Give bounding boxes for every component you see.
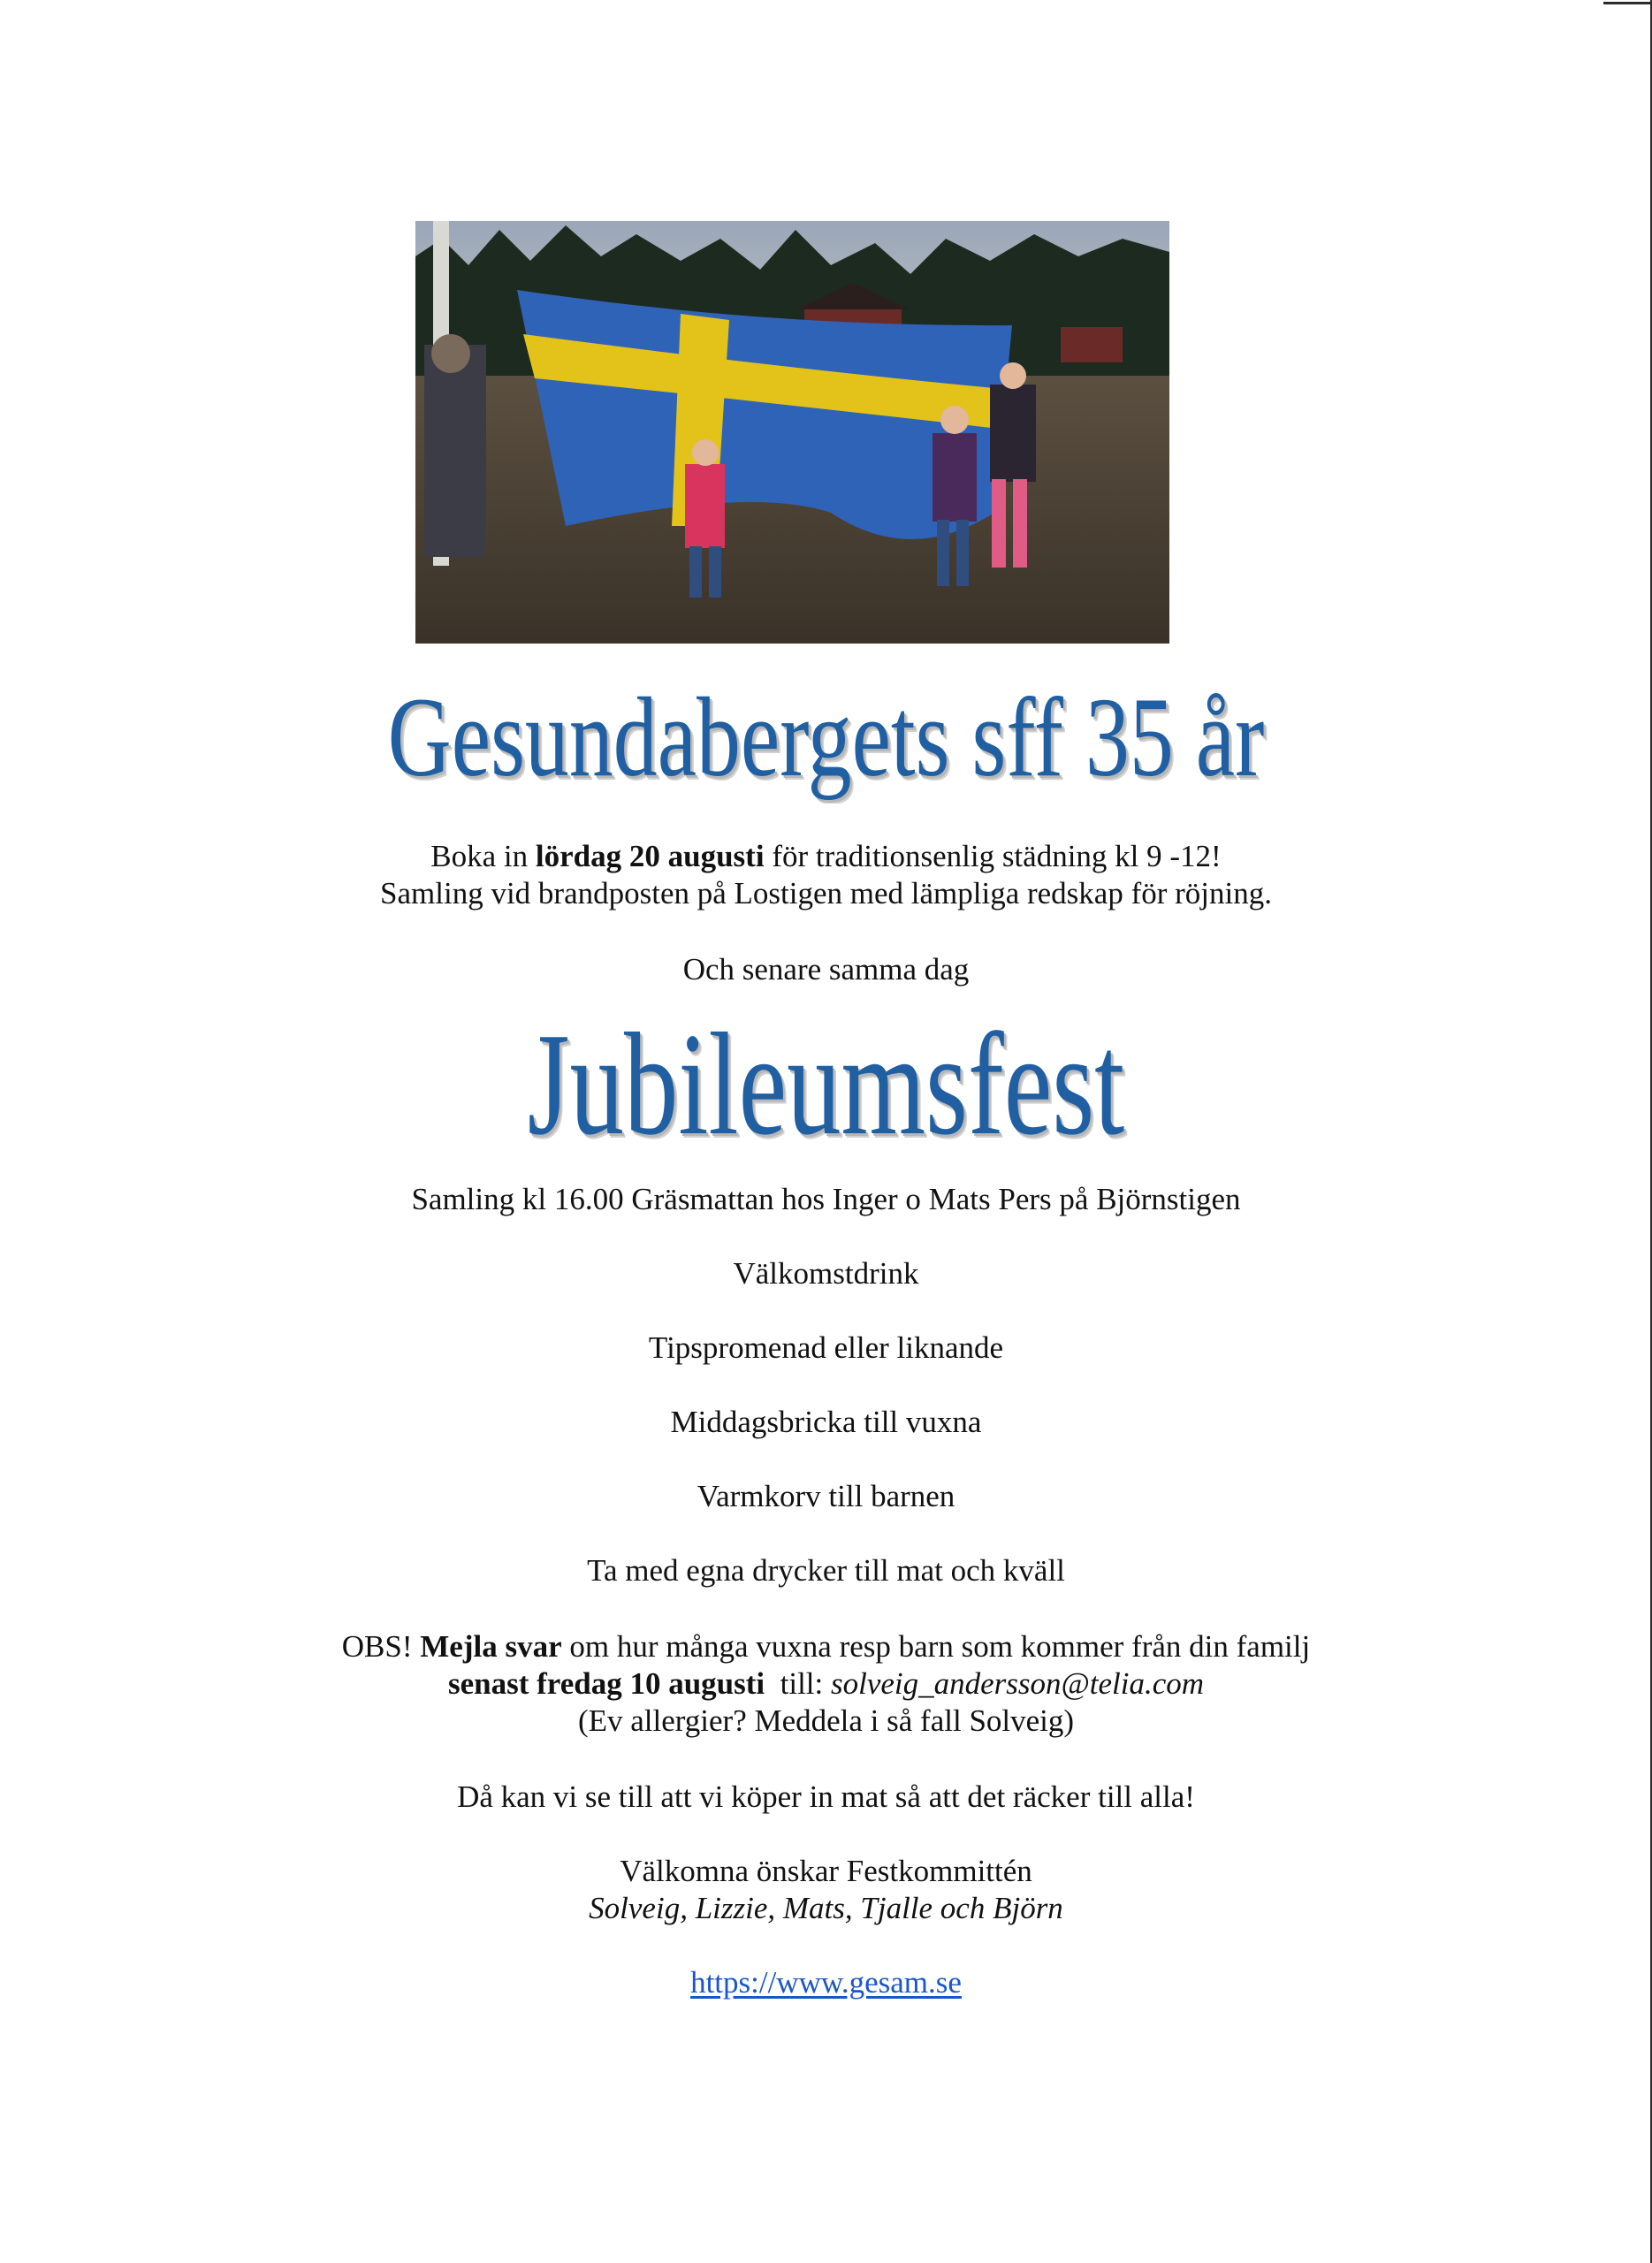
- scan-corner: [1603, 2, 1652, 4]
- rsvp-email: solveig_andersson@telia.com: [831, 1666, 1204, 1701]
- later-line: Och senare samma dag: [682, 952, 970, 987]
- allergy-note: (Ev allergier? Meddela i så fall Solveig): [577, 1703, 1075, 1738]
- program-item: Tipspromenad eller liknande: [648, 1330, 1004, 1365]
- rsvp-deadline: senast fredag 10 augusti: [447, 1666, 765, 1701]
- website-line: [0, 1964, 1652, 2001]
- committee-names-text: Solveig, Lizzie, Mats, Tjalle och Björn: [589, 1891, 1063, 1925]
- flag-photo: [415, 221, 1169, 644]
- intro-line-1: [0, 838, 1652, 875]
- obs-label: OBS!: [341, 1629, 421, 1664]
- event-title: Jubileumsfest: [527, 1002, 1125, 1165]
- poster-title: Gesundabergets sff 35 år: [387, 674, 1265, 800]
- program-item: Välkomstdrink: [733, 1256, 919, 1291]
- intro-suffix: för traditionsenlig städning kl 9 -12!: [764, 839, 1222, 873]
- rsvp-line-1: [0, 1628, 1652, 1665]
- rsvp-question: om hur många vuxna resp barn som kommer från din familj: [561, 1629, 1311, 1664]
- program-item: Ta med egna drycker till mat och kväll: [587, 1553, 1065, 1588]
- rsvp-line-2: [0, 1665, 1652, 1703]
- intro-prefix: Boka in: [430, 839, 536, 873]
- committee-names: [0, 1890, 1652, 1927]
- program-item: Samling kl 16.00 Gräsmattan hos Inger o Mats Pers på Björnstigen: [411, 1182, 1241, 1216]
- program-item: Middagsbricka till vuxna: [670, 1405, 982, 1439]
- program-item: Varmkorv till barnen: [697, 1479, 955, 1513]
- mail-instruction: Mejla svar: [420, 1629, 562, 1664]
- rsvp-till: till:: [765, 1666, 831, 1701]
- closing-line: Välkomna önskar Festkommittén: [620, 1854, 1032, 1888]
- purpose-line: Då kan vi se till att vi köper in mat så att det räcker till alla!: [457, 1779, 1195, 1814]
- intro-date: lördag 20 augusti: [535, 839, 765, 873]
- intro-line-2: Samling vid brandposten på Lostigen med lämpliga redskap för röjning.: [380, 876, 1272, 911]
- website-link[interactable]: https://www.gesam.se: [690, 1965, 962, 2000]
